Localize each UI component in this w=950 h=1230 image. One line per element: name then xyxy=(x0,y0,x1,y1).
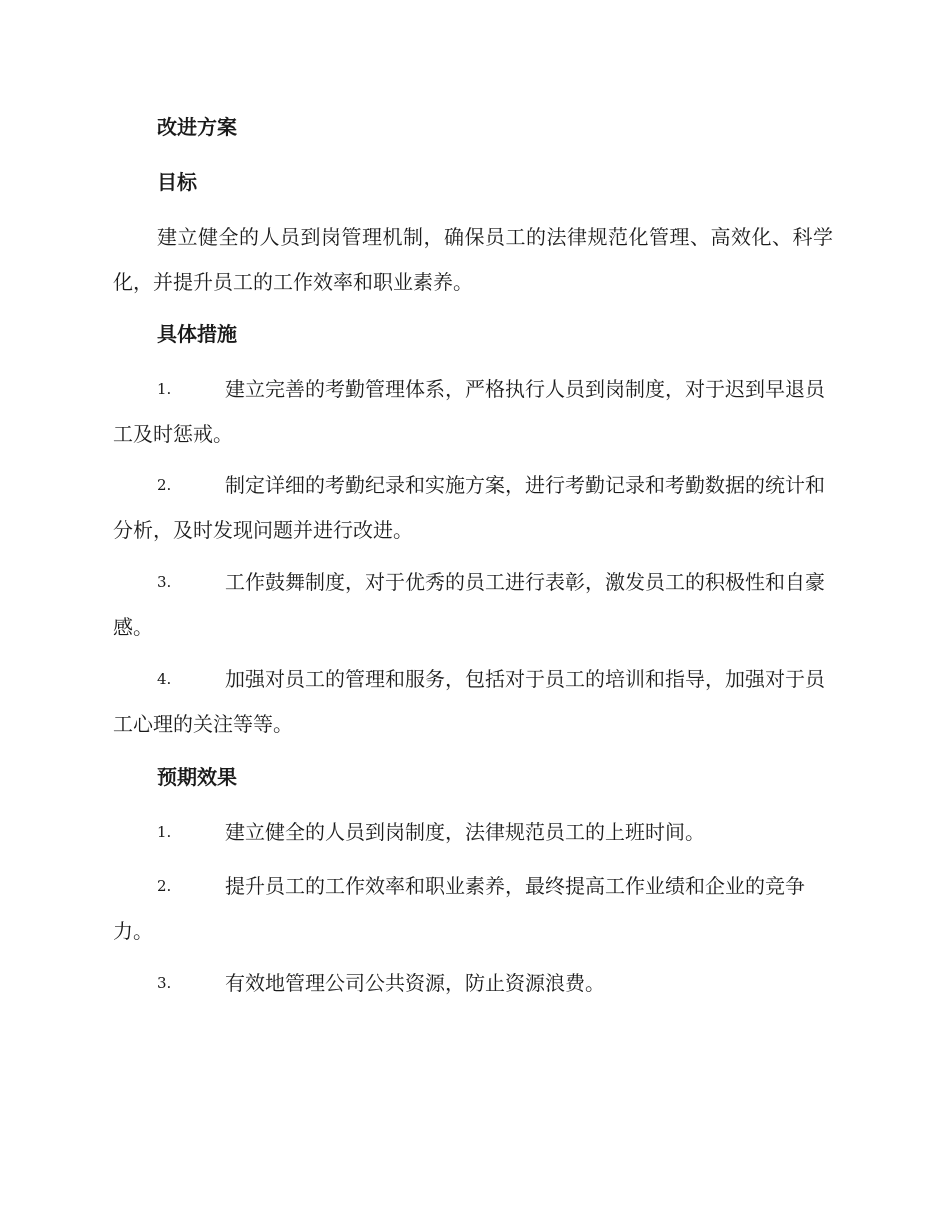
measures-heading: 具体措施 xyxy=(157,322,237,346)
effects-heading: 预期效果 xyxy=(157,765,237,789)
document-title: 改进方案 xyxy=(157,115,237,139)
list-item xyxy=(113,657,833,747)
list-item xyxy=(113,961,833,1006)
list-item-number: 2. xyxy=(157,877,172,895)
list-item-text: 建立健全的人员到岗制度，法律规范员工的上班时间。 xyxy=(225,820,705,844)
list-item-number: 1. xyxy=(157,823,172,841)
list-item-text: 有效地管理公司公共资源，防止资源浪费。 xyxy=(225,971,605,995)
list-item xyxy=(113,367,833,457)
list-item-text: 工作鼓舞制度，对于优秀的员工进行表彰，激发员工的积极性和自豪感。 xyxy=(113,570,825,639)
goal-heading: 目标 xyxy=(157,170,197,194)
list-item-number: 3. xyxy=(157,573,172,591)
goal-paragraph: 建立健全的人员到岗管理机制，确保员工的法律规范化管理、高效化、科学化，并提升员工的工作效率和职业素养。 xyxy=(113,225,833,294)
list-item-number: 1. xyxy=(157,380,172,398)
list-item-number: 3. xyxy=(157,974,172,992)
list-item xyxy=(113,463,833,553)
list-item xyxy=(113,864,833,954)
list-item-number: 2. xyxy=(157,476,172,494)
list-item-text: 建立完善的考勤管理体系，严格执行人员到岗制度，对于迟到早退员工及时惩戒。 xyxy=(113,377,825,446)
list-item xyxy=(113,560,833,650)
list-item-text: 制定详细的考勤纪录和实施方案，进行考勤记录和考勤数据的统计和分析，及时发现问题并进行改进。 xyxy=(113,473,825,542)
list-item-text: 加强对员工的管理和服务，包括对于员工的培训和指导，加强对于员工心理的关注等等。 xyxy=(113,667,825,736)
list-item-number: 4. xyxy=(157,670,172,688)
list-item-text: 提升员工的工作效率和职业素养，最终提高工作业绩和企业的竞争力。 xyxy=(113,874,805,943)
list-item xyxy=(113,810,833,855)
